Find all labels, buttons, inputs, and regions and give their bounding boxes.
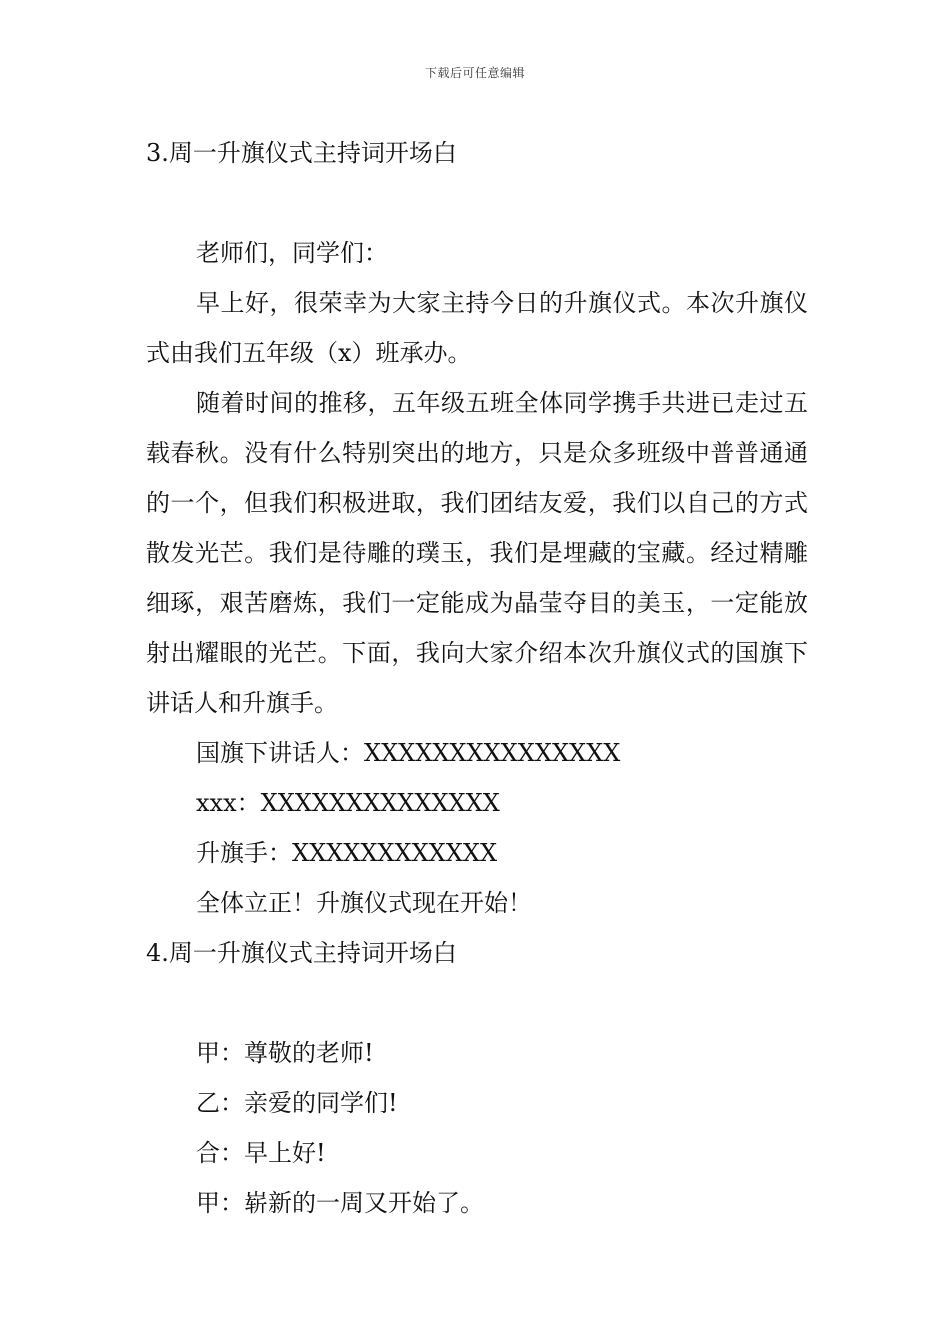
dialogue-line: 甲：尊敬的老师!: [196, 1039, 374, 1067]
blank-line: [146, 978, 808, 1028]
xxx-line: xxx：XXXXXXXXXXXXXX: [196, 789, 500, 817]
dialogue-line: 甲：崭新的一周又开始了。: [196, 1189, 484, 1217]
greeting: 老师们，同学们：: [196, 239, 388, 267]
ceremony-start-line: 全体立正！升旗仪式现在开始！: [196, 889, 532, 917]
section-3-heading: 3.周一升旗仪式主持词开场白: [146, 139, 457, 167]
section-4-heading: 4.周一升旗仪式主持词开场白: [146, 939, 457, 967]
flag-raiser-line: 升旗手：XXXXXXXXXXXX: [196, 839, 498, 867]
paragraph-opening: 早上好，很荣幸为大家主持今日的升旗仪式。本次升旗仪式由我们五年级（x）班承办。: [146, 289, 808, 367]
paragraph-class-intro: 随着时间的推移，五年级五班全体同学携手共进已走过五载春秋。没有什么特别突出的地方，只是众多班级中普普通通的一个，但我们积极进取，我们团结友爱，我们以自己的方式散发光芒。我们是待雕的璞玉，我们是埋藏的宝藏。经过精雕细琢，艰苦磨炼，我们一定能成为晶莹夺目的美玉，一定能放射出耀眼的光芒。下面，我向大家介绍本次升旗仪式的国旗下讲话人和升旗手。: [146, 389, 808, 717]
speaker-line: 国旗下讲话人：XXXXXXXXXXXXXXX: [196, 739, 621, 767]
dialogue-line: 乙：亲爱的同学们!: [196, 1089, 398, 1117]
document-body: [146, 128, 808, 1228]
page-header-note: 下载后可任意编辑: [424, 66, 525, 80]
blank-line: [146, 178, 808, 228]
dialogue-line: 合：早上好!: [196, 1139, 326, 1167]
